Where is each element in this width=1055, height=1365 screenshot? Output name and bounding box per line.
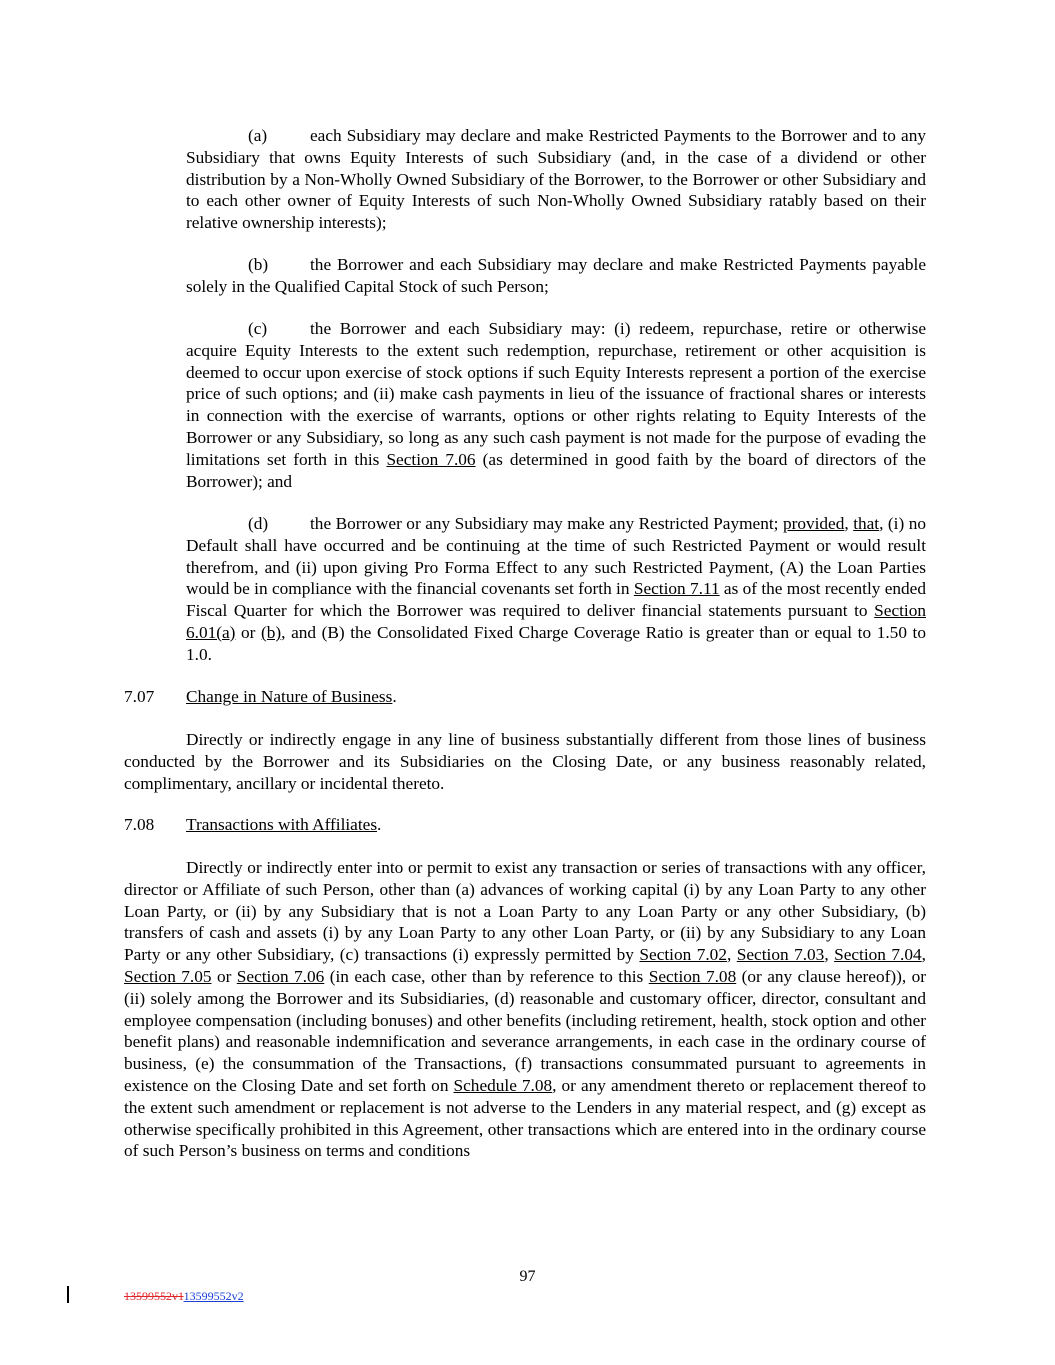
section-7-08-body [124,857,926,1162]
section-7-05-link[interactable]: Section 7.05 [124,966,212,986]
paragraph-d [186,513,926,666]
section-7-07-title-period: . [392,687,397,706]
section-7-08-text-2: (in each case, other than by reference to this [324,966,649,986]
section-7-07-body [124,729,926,794]
section-7-07-number: 7.07 [124,687,155,706]
paragraph-c-text: the Borrower and each Subsidiary may: (i) redeem, repurchase, retire or otherwise acquire Equity Interests to the extent such redemption, repurchase, retirement or other acquisition is deemed to occur upon exercise of stock options if such Equity Interests represent a portion of the exercise price of such options; and (ii) make cash payments in lieu of the issuance of fractional shares or interests in connection with the exercise of warrants, options or other rights relating to Equity Interests of the Borrower or any Subsidiary, so long as any such cash payment is not made for the purpose of evading the limitations set forth in this [186,319,926,469]
section-7-08-text-3: (or any clause hereof)), or (ii) solely among the Borrower and its Subsidiaries, (d) reasonable and customary officer, director, consultant and employee compensation (including bonuses) and other benefits (including retirement, health, stock option and other benefit plans) and reasonable indemnification and severance arrangements, in each case in the ordinary course of business, (e) the consummation of the Transactions, (f) transactions consummated pursuant to agreements in existence on the Closing Date and set forth on [124,966,926,1095]
separator: or [211,966,237,986]
change-bar [67,1286,69,1303]
paragraph-a-label: (a) [248,126,268,145]
section-7-08-text: Directly or indirectly enter into or permit to exist any transaction or series of transactions with any officer, director or Affiliate of such Person, other than (a) advances of working capital (i) by any Loan Party to any other Loan Party, or (ii) by any Subsidiary that is not a Loan Party to any Loan Party or any other Subsidiary, (b) transfers of cash and assets (i) by any Loan Party to any other Loan Party, or (ii) by any Subsidiary to any Loan Party or any other Subsidiary, (c) transactions (i) expressly permitted by [124,858,926,965]
section-7-11-link[interactable]: Section 7.11 [633,579,720,599]
section-7-07-text: Directly or indirectly engage in any line of business substantially different from those lines of business conducted by the Borrower and its Subsidiaries on the Closing Date, or any business reasonably related, complimentary, ancillary or incidental thereto. [124,730,926,793]
separator: , [726,945,737,965]
section-7-07-heading [124,686,397,708]
paragraph-d-comma: , [844,514,854,533]
section-7-08-text-4: , or any amendment thereto or replacement thereof to the extent such amendment or replacement is not adverse to the Lenders in any material respect, and (g) except as otherwise specifically prohibited in this Agreement, other transactions which are entered into in the ordinary course of such Person’s business on terms and conditions [124,1075,926,1161]
section-7-08-link[interactable]: Section 7.08 [648,966,737,986]
section-7-07-title: Change in Nature of Business [186,687,393,706]
section-7-08-title-period: . [377,815,382,834]
section-7-02-link[interactable]: Section 7.02 [639,945,727,965]
schedule-7-08-link[interactable]: Schedule 7.08 [453,1075,553,1095]
section-7-08-title: Transactions with Affiliates [186,815,378,834]
paragraph-a [186,125,926,234]
paragraph-d-or: or [235,622,262,642]
separator: , [824,945,835,965]
paragraph-b-text: the Borrower and each Subsidiary may declare and make Restricted Payments payable solely in the Qualified Capital Stock of such Person; [186,255,926,296]
document-id-old: 13599552v1 [124,1289,184,1303]
section-7-06-link[interactable]: Section 7.06 [236,966,325,986]
page-number: 97 [519,1268,536,1285]
section-7-06-link[interactable]: Section 7.06 [386,449,476,469]
paragraph-c-label: (c) [248,319,268,338]
section-7-04-link[interactable]: Section 7.04 [834,945,922,965]
paragraph-d-text-end: , and (B) the Consolidated Fixed Charge Coverage Ratio is greater than or equal to 1.50 to 1.0. [186,622,926,664]
paragraph-d-text-2: , (i) no Default shall have occurred and be continuing at the time of such Restricted Payment or would result therefrom, and (ii) upon giving Pro Forma Effect to any such Restricted Payment, (A) the Loan Parties would be in compliance with the financial covenants set forth in [186,514,926,599]
provided-term: provided [782,514,845,533]
paragraph-c-text-end: (as determined in good faith by the board of directors of the Borrower); and [186,449,926,491]
paragraph-b-label: (b) [248,255,269,274]
paragraph-d-text-3: as of the most recently ended Fiscal Quarter for which the Borrower was required to deliver financial statements pursuant to [186,579,926,621]
section-6-01a-link[interactable]: Section 6.01(a) [186,601,926,642]
paragraph-d-label: (d) [248,514,269,533]
section-6-01b-link[interactable]: (b) [261,622,282,642]
section-7-08-heading [124,814,381,836]
document-id-new: 13599552v2 [183,1289,244,1303]
paragraph-a-text: each Subsidiary may declare and make Restricted Payments to the Borrower and to any Subsidiary that owns Equity Interests of such Subsidiary (and, in the case of a dividend or other distribution by a Non-Wholly Owned Subsidiary of the Borrower, to the Borrower or other Subsidiary and to each other owner of Equity Interests of such Non-Wholly Owned Subsidiary ratably based on their relative ownership interests); [186,126,926,233]
section-7-08-number: 7.08 [124,815,155,834]
paragraph-d-text: the Borrower or any Subsidiary may make any Restricted Payment; [310,514,783,533]
paragraph-b [186,254,926,298]
separator: , [921,945,926,965]
section-7-03-link[interactable]: Section 7.03 [736,945,825,965]
document-id [124,1289,244,1304]
that-term: that [853,514,880,533]
paragraph-c [186,318,926,492]
